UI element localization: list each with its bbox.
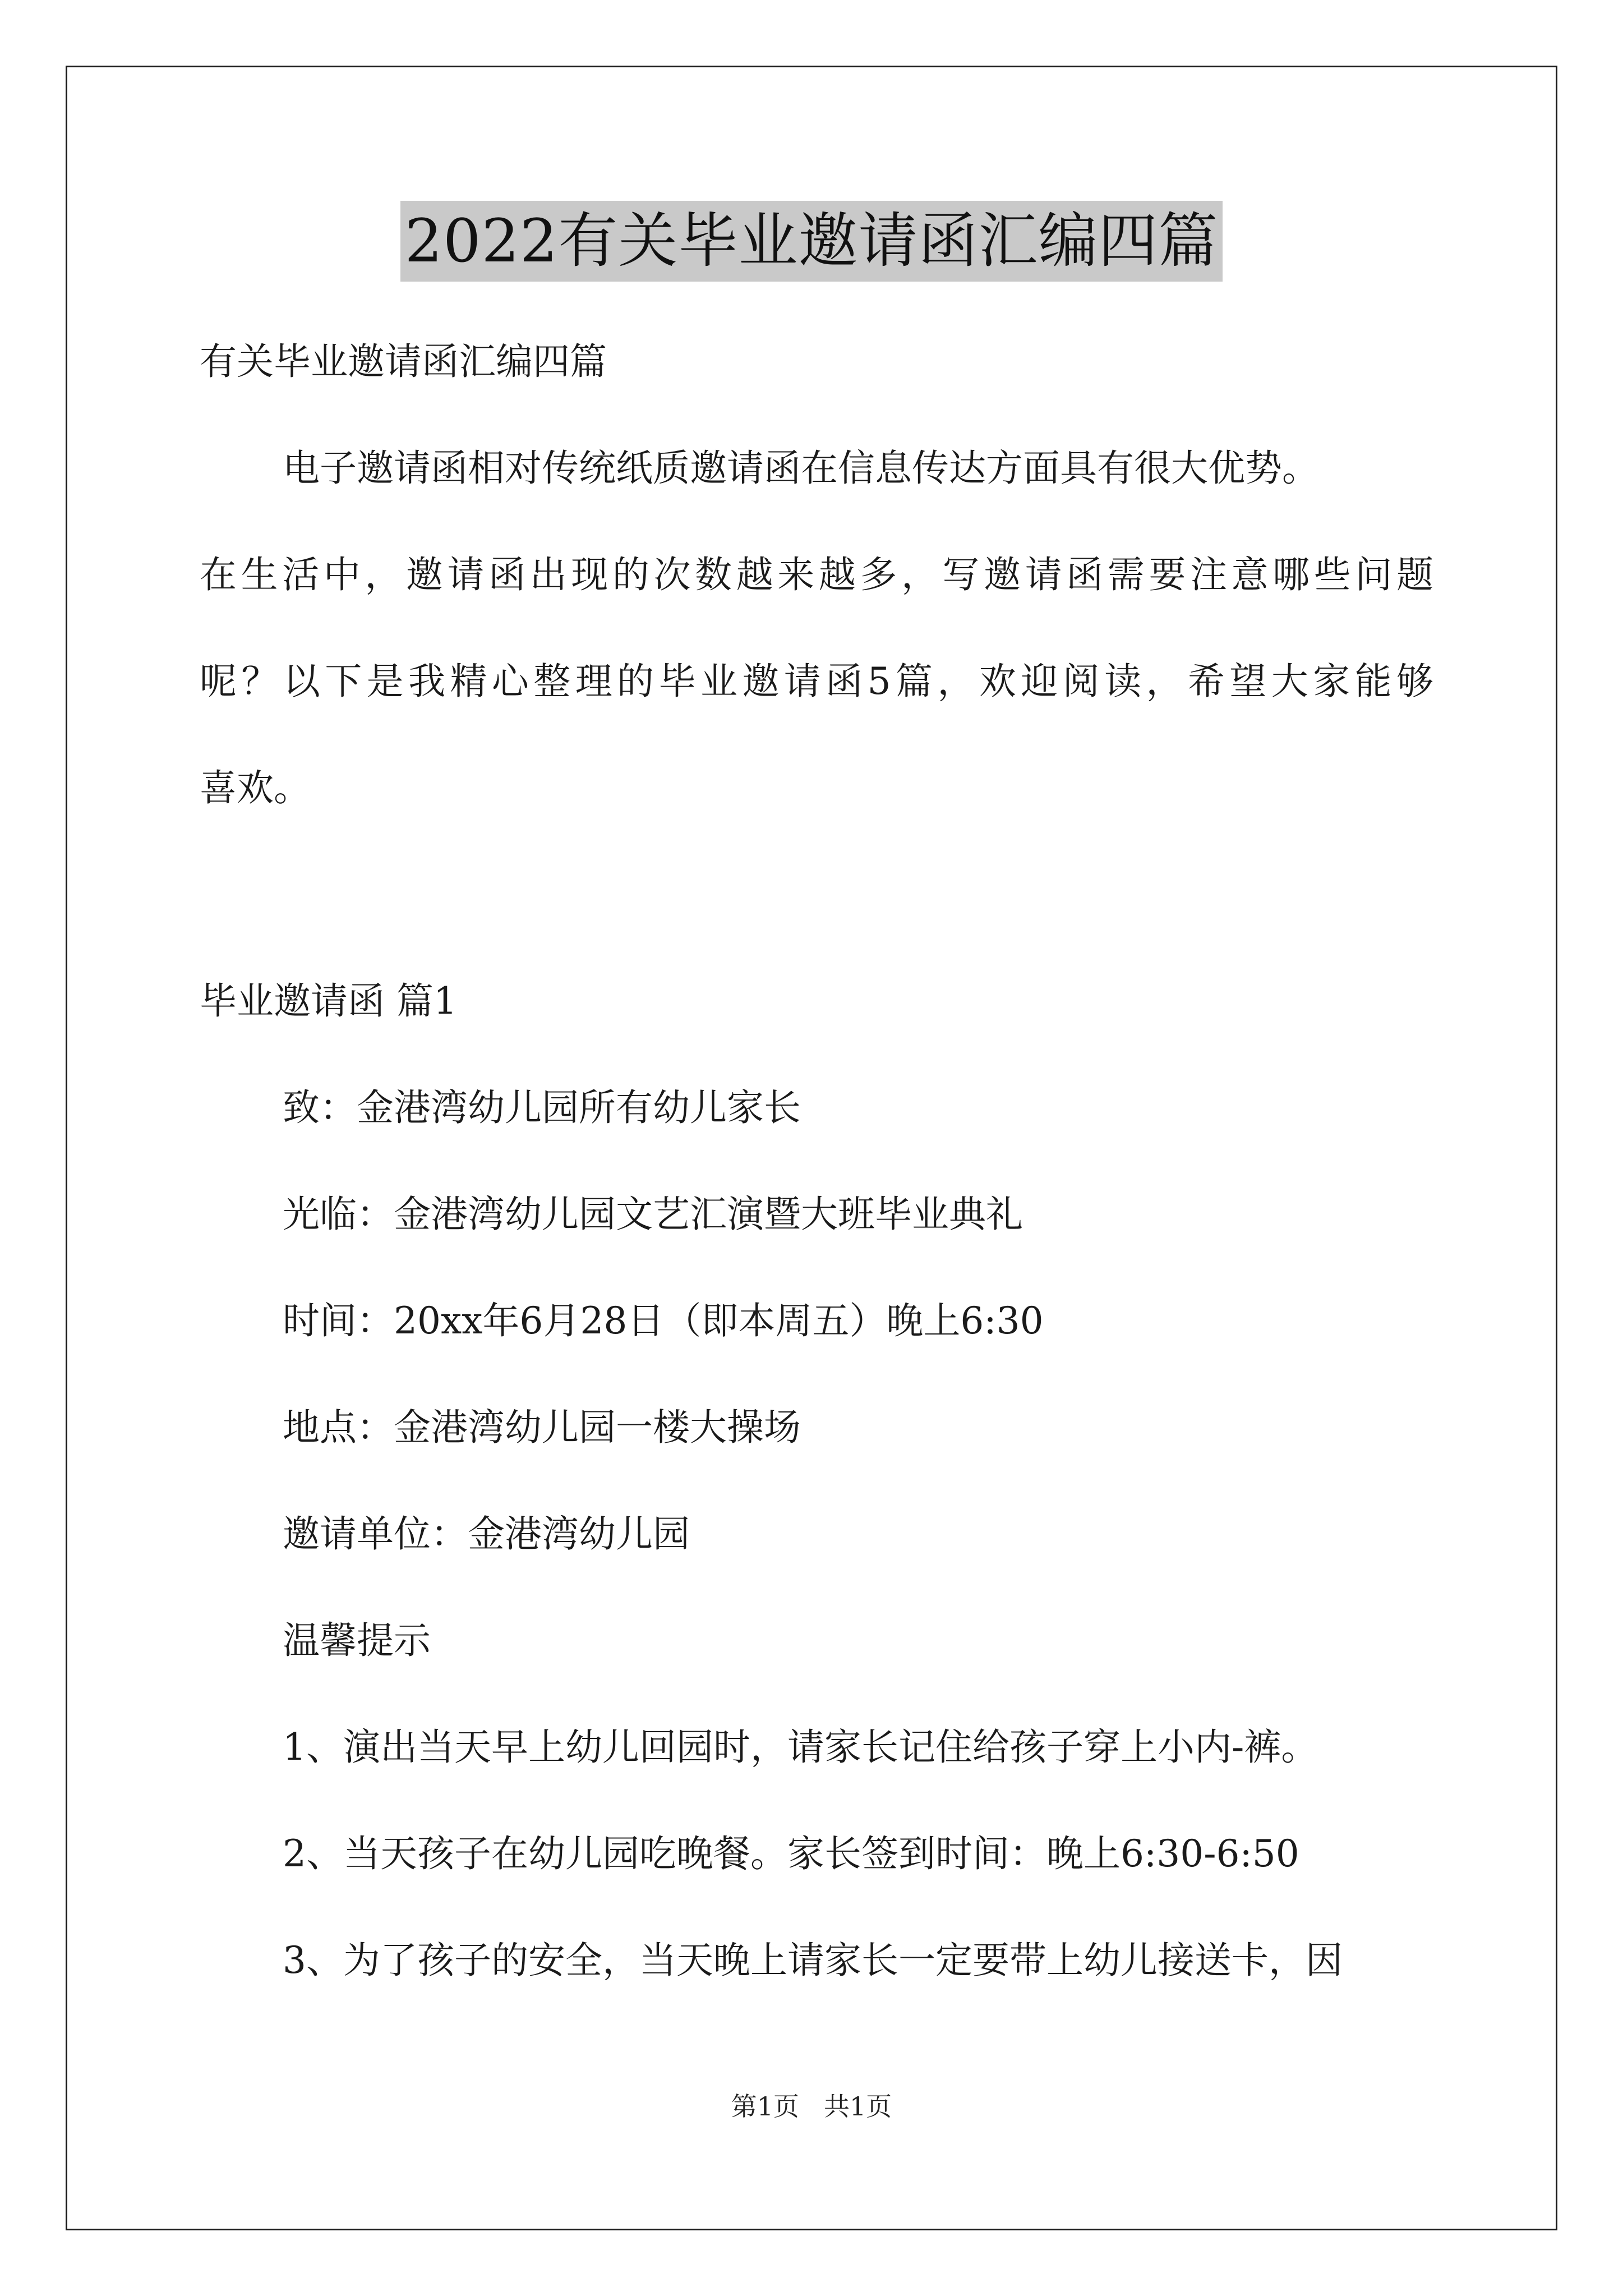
section-heading: 毕业邀请函 篇1	[200, 979, 457, 1023]
intro-line: 电子邀请函相对传统纸质邀请函在信息传达方面具有很大优势。	[283, 447, 1319, 490]
page-footer	[0, 2090, 1623, 2123]
tips-heading: 温馨提示	[283, 1619, 431, 1662]
invitation-line: 邀请单位：金港湾幼儿园	[283, 1512, 690, 1556]
tip-line: 1、演出当天早上幼儿回园时，请家长记住给孩子穿上小内-裤。	[283, 1726, 1318, 1769]
intro-line: 呢？以下是我精心整理的毕业邀请函5篇，欢迎阅读，希望大家能够	[200, 660, 1433, 703]
invitation-line: 光临：金港湾幼儿园文艺汇演暨大班毕业典礼	[283, 1193, 1023, 1236]
tip-line: 3、为了孩子的安全，当天晚上请家长一定要带上幼儿接送卡，因	[283, 1939, 1343, 1982]
document-subtitle: 有关毕业邀请函汇编四篇	[200, 340, 607, 383]
page-number-current: 第1页	[731, 2091, 799, 2122]
document-body	[200, 309, 1433, 2014]
invitation-line: 地点：金港湾幼儿园一楼大操场	[283, 1406, 801, 1449]
invitation-line: 时间：20xx年6月28日（即本周五）晚上6:30	[283, 1299, 1044, 1342]
tip-line: 2、当天孩子在幼儿园吃晚餐。家长签到时间：晚上6:30-6:50	[283, 1832, 1299, 1875]
title-container	[0, 201, 1623, 282]
invitation-line: 致：金港湾幼儿园所有幼儿家长	[283, 1086, 801, 1129]
document-title: 2022有关毕业邀请函汇编四篇	[400, 201, 1223, 282]
spacer	[200, 841, 1433, 948]
intro-line: 在生活中，邀请函出现的次数越来越多，写邀请函需要注意哪些问题	[200, 553, 1433, 596]
page-number-total: 共1页	[824, 2091, 892, 2122]
intro-line: 喜欢。	[200, 766, 311, 809]
